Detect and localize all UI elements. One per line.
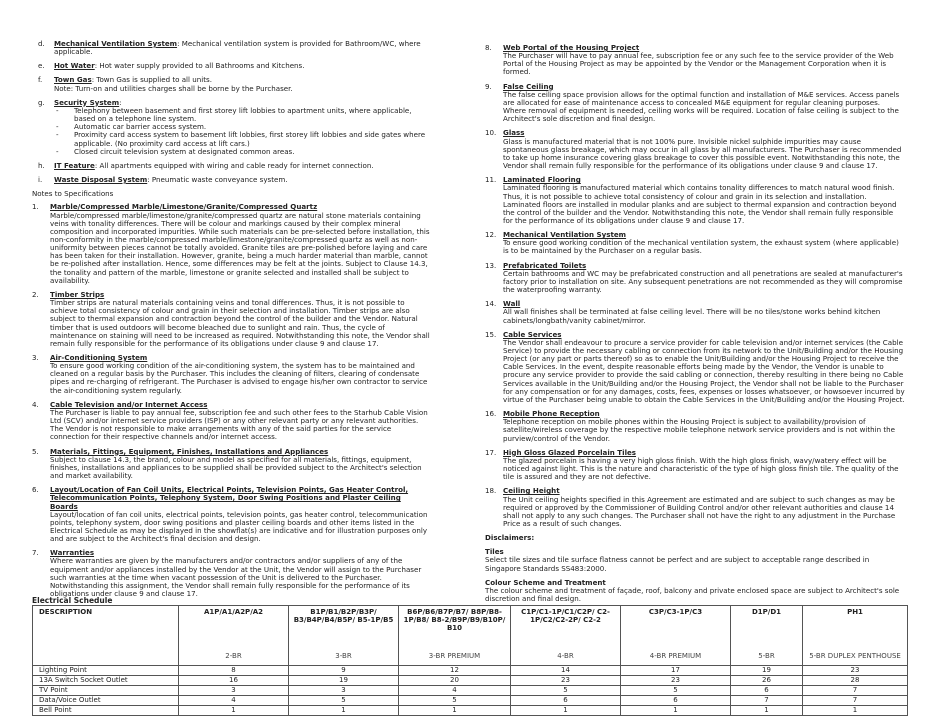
electrical-schedule-table [32, 605, 908, 716]
disclaimer-title: Tiles [485, 547, 504, 557]
note-item [32, 549, 430, 598]
schedule-header-row [33, 606, 908, 647]
schedule-cell: 12 [399, 666, 511, 676]
note-number: 1. [32, 202, 39, 212]
schedule-cell: 23 [621, 676, 731, 686]
schedule-cell: 1 [731, 706, 803, 716]
spec-item-title: Waste Disposal System [54, 175, 148, 185]
schedule-cell: Data/Voice Outlet [33, 696, 179, 706]
schedule-cell: 1 [803, 706, 908, 716]
schedule-cell: 14 [511, 666, 621, 676]
note-text: The false ceiling space provision allows for the optimal function and installation of M&E services. Access panels are allocated for ease of maintenance access to concealed M&E equipment for regular cleaning purposes. Where removal of equipment is needed, ceiling works will be required. Location of false ceiling is subject to the Architect's sole discretion and final design. [503, 89, 900, 124]
spec-item-key: g. [38, 97, 45, 107]
note-text: Laminated flooring is manufactured material which contains tonality differences to match natural wood finish. Thus, it is not possible to achieve total consistency of colour and grain in its selection and installation. Laminated floors are installed in modular planks and are subject to thermal expansion and contraction beyond the control of the builder and the Vendor. Notwithstanding this note, the Vendor shall remain fully responsible for the performance of its obligations under clause 9 and clause 17. [503, 183, 897, 225]
spec-item-title: IT Feature [54, 160, 95, 170]
spec-item-key: f. [38, 75, 43, 85]
spec-item-content [54, 162, 430, 170]
note-title: Glass [503, 128, 525, 138]
note-number: 11. [485, 175, 497, 185]
note-number: 10. [485, 128, 497, 138]
note-content [503, 262, 905, 295]
schedule-cell: Lighting Point [33, 666, 179, 676]
note-title: Cable Services [503, 329, 562, 339]
spec-item-line [54, 40, 430, 56]
spec-item-content [54, 176, 430, 184]
spec-item-title: Security System [54, 97, 120, 107]
note-title: Prefabricated Toilets [503, 260, 587, 270]
spec-item [32, 162, 430, 170]
spec-item-title: Hot Water [54, 61, 95, 71]
note-content [50, 291, 430, 348]
spec-item-key: e. [38, 61, 45, 71]
schedule-cell: 19 [289, 676, 399, 686]
schedule-type-row [33, 646, 908, 666]
bullet-dash: - [56, 122, 59, 132]
security-bullet-text: Telephony between basement and first storey lift lobbies to apartment units, where applicable, based on a telephone line system. [74, 105, 412, 124]
note-text: The Vendor shall endeavour to procure a service provider for cable television and/or internet services (the Cable Service) to provide the necessary cabling or connection from its network to the Unit/Building and/or the Housing Project (or any part or parts thereof) so as to enable the Unit/Building and/or the Housing Project to receive the Cable Services. In the event, despite reasonable efforts being made by the Vendor, the Vendor is unable to procure any service provider to provide the said cabling or connection, thereby resulting in there being no Cable Services available in the Unit/Building and/or the Housing Project, the Vendor shall not be liable to the Purchaser for any compensation or for any damages, costs, fees, expenses or losses whatsoever, or howsoever incurred by virtue of the Purchaser being unable to obtain the Cable Services in the Unit/Building and/or the Housing Project. [503, 337, 905, 404]
schedule-cell: 7 [803, 686, 908, 696]
spec-item-title: Mechanical Ventilation System [54, 39, 178, 48]
note-item [32, 354, 430, 395]
note-number: 2. [32, 289, 39, 299]
disclaimer-item [485, 548, 905, 572]
note-text: To ensure good working condition of the air-conditioning system, the system has to be maintained and cleaned on a regular basis by the Purchaser. This includes the cleaning of filters, clearing of condensate pipes and re-charging of refrigerant. The Purchaser is advised to engage his/her own contractor to service the air-conditioning system regularly. [50, 361, 428, 395]
spec-item [32, 176, 430, 184]
schedule-header-cell: B1P/B1/B2P/B3P/ B3/B4P/B4/B5P/ B5-1P/B5 [289, 606, 399, 647]
schedule-type-cell: 3-BR PREMIUM [399, 646, 511, 666]
schedule-header-cell: DESCRIPTION [33, 606, 179, 647]
disclaimers [485, 534, 905, 603]
schedule-type-cell [33, 646, 179, 666]
note-text: The glazed porcelain is having a very high gloss finish. With the high gloss finish, wavy/watery effect will be noticed against light. This is the nature and characteristic of the type of high gloss finish tile. The quality of the tile is assured and they are not defective. [503, 455, 899, 482]
schedule-row [33, 666, 908, 676]
schedule-type-cell: 5-BR DUPLEX PENTHOUSE [803, 646, 908, 666]
notes-list-left [32, 203, 430, 598]
schedule-cell: 5 [399, 696, 511, 706]
schedule-cell: 6 [731, 686, 803, 696]
schedule-type-cell: 4-BR PREMIUM [621, 646, 731, 666]
note-title: Warranties [50, 548, 95, 558]
note-content [503, 331, 905, 404]
spec-item-title: Town Gas [54, 75, 92, 85]
security-bullet [54, 148, 430, 156]
security-bullet-text: Automatic car barrier access system. [74, 122, 207, 132]
spec-item-key: h. [38, 160, 45, 170]
spec-item [32, 40, 430, 56]
bullet-dash: - [56, 105, 59, 115]
note-text: The Purchaser is liable to pay annual fee, subscription fee and such other fees to the Starhub Cable Vision Ltd (SCV) and/or internet service providers (ISP) or any other relevant party or any relevant authorities. The Vendor is not responsible to make arrangements with any of the said parties for the service connection for their respective channels and/or internet access. [50, 407, 428, 442]
note-item [485, 331, 905, 404]
spec-item-text: : Hot water supply provided to all Bathrooms and Kitchens. [94, 61, 305, 71]
note-item [32, 448, 430, 481]
spec-item-content [54, 76, 430, 92]
schedule-cell: 3 [289, 686, 399, 696]
note-title: Cable Television and/or Internet Access [50, 399, 208, 409]
note-item [485, 176, 905, 225]
security-bullet-text: Closed circuit television system at designated common areas. [74, 146, 295, 156]
schedule-header-cell: D1P/D1 [731, 606, 803, 647]
schedule-row [33, 686, 908, 696]
note-item [485, 410, 905, 443]
spec-item-line [54, 62, 430, 70]
note-text: Where warranties are given by the manufacturers and/or contractors and/or suppliers of any of the equipment and/or appliances installed by the Vendor at the Unit, the Vendor will assign to the Purchaser such warranties at the time when vacant possession of the Unit is delivered to the Purchaser. Notwithstanding this assignment, the Vendor shall remain fully responsible for the performance of its obligations under clause 9 and clause 17. [50, 556, 422, 599]
left-column [32, 40, 430, 604]
schedule-cell: 16 [179, 676, 289, 686]
note-content [50, 448, 430, 481]
note-text: Subject to clause 14.3, the brand, colour and model as specified for all materials, fittings, equipment, finishes, installations and appliances to be supplied shall be provided subject to the Architect's selection and market availability. [50, 454, 422, 481]
note-text: The Unit ceiling heights specified in this Agreement are estimated and are subject to such changes as may be required or approved by the Commissioner of Building Control and/or other relevant authorities and clause 14 shall not apply to any such changes. The Purchaser shall not have the right to any adjustment in the Purchase Price as a result of such changes. [503, 494, 896, 528]
schedule-cell: 1 [289, 706, 399, 716]
note-title: Web Portal of the Housing Project [503, 43, 640, 52]
note-text: Telephone reception on mobile phones within the Housing Project is subject to availability/provision of satellite/wireless coverage by the respective mobile telephone network service providers and is not within the purview/control of the Vendor. [503, 417, 896, 443]
schedule-type-cell: 3-BR [289, 646, 399, 666]
schedule-cell: 8 [179, 666, 289, 676]
security-bullet-text: Proximity card access system to basement lift lobbies, first storey lift lobbies and side gates where applicable. (No proximity card access at lift cars.) [74, 130, 426, 148]
spec-item-text: : Mechanical ventilation system is provided for Bathroom/WC, where applicable. [54, 39, 421, 57]
note-content [50, 401, 430, 442]
schedule-cell: 1 [399, 706, 511, 716]
schedule-cell: 17 [621, 666, 731, 676]
schedule-cell: 4 [399, 686, 511, 696]
schedule-type-cell: 4-BR [511, 646, 621, 666]
note-title: Layout/Location of Fan Coil Units, Electrical Points, Television Points, Gas Heater Control, Telecommunication Points, Telephony System, Door Swing Positions and Plaster Ceiling Boards [50, 485, 409, 511]
note-number: 18. [485, 486, 497, 496]
note-text: Certain bathrooms and WC may be prefabricated construction and all penetrations are sealed at manufacturer's factory prior to installation on site. Any subsequent penetrations are not recommended as they will compromise the waterproofing warranty. [503, 268, 903, 295]
schedule-cell: 1 [511, 706, 621, 716]
note-title: Mobile Phone Reception [503, 409, 600, 419]
note-text: Layout/location of fan coil units, electrical points, television points, gas heater control, telecommunication points, telephony system, door swing positions and plaster ceiling boards and other items listed in the Electrical Schedule as may be displayed in the showflat(s) are indicative and for illustration purposes only and are subject to the Architect's final decision and design. [50, 509, 428, 544]
security-bullet [54, 107, 430, 123]
note-item [32, 486, 430, 543]
note-content [503, 231, 905, 255]
note-title: Wall [503, 299, 521, 309]
note-item [485, 262, 905, 295]
schedule-row [33, 706, 908, 716]
note-number: 15. [485, 329, 497, 339]
note-number: 9. [485, 81, 492, 91]
note-content [50, 549, 430, 598]
note-text: The Purchaser will have to pay annual fee, subscription fee or any such fee to the service provider of the Web Portal of the Housing Project as may be appointed by the Vendor or the Management Corporation when it is formed. [503, 51, 894, 77]
note-title: Mechanical Ventilation System [503, 230, 627, 240]
note-title: High Gloss Glazed Porcelain Tiles [503, 447, 637, 457]
spec-item-text: : [119, 97, 122, 107]
schedule-cell: 5 [511, 686, 621, 696]
spec-item [32, 76, 430, 92]
bullet-dash: - [56, 146, 59, 156]
note-text: Timber strips are natural materials containing veins and tonal differences. Thus, it is not possible to achieve total consistency of colour and grain in their selection and installation. Timber strips are also subject to thermal expansion and contraction beyond the control of the builder and the Vendor. Natural timber that is used outdoors will become bleached due to sunlight and rain. Thus, the cycle of maintenance on staining will need to be increased as required. Notwithstanding this note, the Vendor shall remain fully responsible for the performance of its obligations under clause 9 and clause 17. [50, 298, 430, 348]
notes-list-right [485, 44, 905, 528]
schedule-type-cell: 5-BR [731, 646, 803, 666]
schedule-cell: 23 [803, 666, 908, 676]
spec-item [32, 99, 430, 156]
schedule-cell: 13A Switch Socket Outlet [33, 676, 179, 686]
note-number: 13. [485, 260, 497, 270]
note-content [50, 486, 430, 543]
spec-item-key: d. [38, 39, 45, 48]
schedule-cell: Bell Point [33, 706, 179, 716]
bullet-dash: - [56, 130, 59, 140]
note-number: 16. [485, 409, 497, 419]
note-content [503, 487, 905, 528]
note-content [50, 354, 430, 395]
spec-item-line [54, 176, 430, 184]
note-text: Marble/compressed marble/limestone/granite/compressed quartz are natural stone materials containing veins with tonality differences. There will be colour and markings caused by their complex mineral composition and incorporated impurities. While such materials can be pre-selected before installation, this non-conformity in the marble/compressed marble/limestone/granite/compressed quartz as well as non-uniformity between pieces cannot be totally avoided. Granite tiles are pre-polished before laying and care has been taken for their installation. However, granite, being a much harder material than marble, cannot be re-polished after installation. Hence, some differences may be felt at the joints. Subject to Clause 14.3, the tonality and pattern of the marble, limestone or granite selected and installed shall be subject to availability. [50, 210, 430, 285]
note-item [32, 203, 430, 285]
note-item [32, 291, 430, 348]
spec-item-content [54, 62, 430, 70]
note-title: Marble/Compressed Marble/Limestone/Granite/Compressed Quartz [50, 202, 318, 212]
schedule-header-cell: C3P/C3-1P/C3 [621, 606, 731, 647]
schedule-cell: TV Point [33, 686, 179, 696]
right-column [485, 44, 905, 609]
specification-items [32, 40, 430, 184]
schedule-header-cell: C1P/C1-1P/C1/C2P/ C2-1P/C2/C2-2P/ C2-2 [511, 606, 621, 647]
note-number: 4. [32, 399, 39, 409]
schedule-row [33, 676, 908, 686]
disclaimers-heading: Disclaimers: [485, 533, 535, 543]
electrical-schedule-title: Electrical Schedule [32, 596, 113, 605]
note-content [503, 410, 905, 443]
note-content [50, 203, 430, 285]
note-number: 12. [485, 230, 497, 240]
schedule-cell: 28 [803, 676, 908, 686]
schedule-header-cell: A1P/A1/A2P/A2 [179, 606, 289, 647]
schedule-cell: 19 [731, 666, 803, 676]
note-item [485, 300, 905, 324]
note-title: Laminated Flooring [503, 175, 581, 185]
schedule-cell: 4 [179, 696, 289, 706]
schedule-cell: 6 [511, 696, 621, 706]
spec-item-text: : Town Gas is supplied to all units. [91, 75, 212, 85]
spec-item-text: : Pneumatic waste conveyance system. [147, 175, 288, 185]
note-content [503, 176, 905, 225]
notes-heading: Notes to Specifications [32, 189, 114, 199]
schedule-cell: 1 [179, 706, 289, 716]
note-text: All wall finishes shall be terminated at false ceiling level. There will be no tiles/stone works behind kitchen cabinets/longbath/vanity cabinet/mirror. [503, 307, 881, 325]
note-item [485, 231, 905, 255]
schedule-cell: 26 [731, 676, 803, 686]
note-item [32, 401, 430, 442]
note-title: False Ceiling [503, 81, 554, 91]
schedule-cell: 20 [399, 676, 511, 686]
schedule-row [33, 696, 908, 706]
spec-item-key: i. [38, 175, 43, 185]
note-item [485, 129, 905, 170]
security-bullet [54, 131, 430, 147]
note-title: Ceiling Height [503, 486, 560, 496]
spec-item-content [54, 40, 430, 56]
spec-item [32, 62, 430, 70]
note-number: 5. [32, 446, 39, 456]
note-title: Materials, Fittings, Equipment, Finishes, Installations and Appliances [50, 446, 329, 456]
note-text: Glass is manufactured material that is not 100% pure. Invisible nickel sulphide impurities may cause spontaneous glass breakage, which may occur in all glass by all manufacturers. The Purchaser is recommended to take up home insurance covering glass breakage to cover this possible event. Notwithstanding this note, the Vendor shall remain fully responsible for the performance of its obligations under clause 9 and clause 17. [503, 136, 902, 171]
note-content [503, 129, 905, 170]
disclaimer-title: Colour Scheme and Treatment [485, 577, 606, 587]
disclaimer-item [485, 579, 905, 603]
note-item [485, 44, 905, 77]
schedule-cell: 5 [621, 686, 731, 696]
schedule-cell: 3 [179, 686, 289, 696]
spec-item-note: Note: Turn-on and utilities charges shall be borne by the Purchaser. [54, 83, 293, 93]
note-content [503, 300, 905, 324]
note-title: Timber Strips [50, 289, 105, 299]
note-number: 6. [32, 485, 39, 495]
schedule-cell: 23 [511, 676, 621, 686]
note-number: 3. [32, 353, 39, 362]
note-item [485, 83, 905, 124]
disclaimer-text: Select tile sizes and tile surface flatness cannot be perfect and are subject to acceptable range described in Singapore Standards SS483:2000. [485, 555, 870, 573]
schedule-cell: 6 [621, 696, 731, 706]
note-number: 7. [32, 548, 39, 558]
disclaimer-text: The colour scheme and treatment of façade, roof, balcony and private enclosed space are subject to Architect's sole discretion and final design. [485, 585, 900, 604]
note-text: To ensure good working condition of the mechanical ventilation system, the exhaust system (where applicable) is to be maintained by the Purchaser on a regular basis. [503, 238, 899, 256]
note-item [485, 487, 905, 528]
schedule-cell: 7 [731, 696, 803, 706]
note-content [503, 44, 905, 77]
note-item [485, 449, 905, 482]
note-content [503, 83, 905, 124]
schedule-type-cell: 2-BR [179, 646, 289, 666]
disclaimer-items [485, 548, 905, 603]
note-number: 8. [485, 43, 492, 52]
spec-item-text: : All apartments equipped with wiring and cable ready for internet connection. [94, 160, 374, 170]
schedule-cell: 1 [621, 706, 731, 716]
note-title: Air-Conditioning System [50, 353, 148, 362]
note-content [503, 449, 905, 482]
schedule-cell: 7 [803, 696, 908, 706]
schedule-cell: 9 [289, 666, 399, 676]
schedule-cell: 5 [289, 696, 399, 706]
schedule-header-cell: PH1 [803, 606, 908, 647]
note-number: 17. [485, 447, 497, 457]
spec-item-line [54, 162, 430, 170]
spec-item-content [54, 99, 430, 156]
note-number: 14. [485, 299, 497, 309]
schedule-header-cell: B6P/B6/B7P/B7/ B8P/B8-1P/B8/ B8-2/B9P/B9/B10P/ B10 [399, 606, 511, 647]
